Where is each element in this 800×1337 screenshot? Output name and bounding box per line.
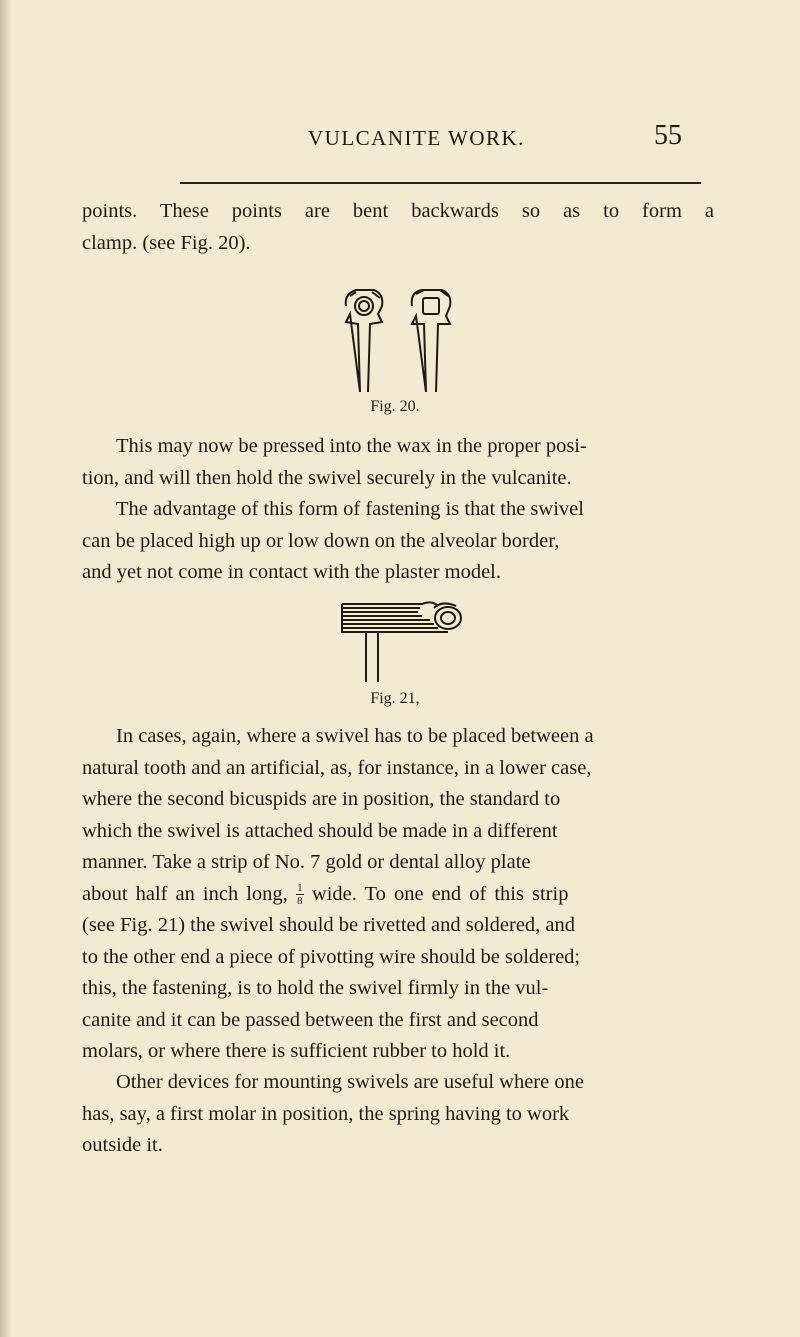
paragraph-3: [82, 721, 714, 1068]
text-segment: wide. To one end of this strip: [311, 882, 569, 905]
text-line: this, the fastening, is to hold the swivel firmly in the vul-: [82, 977, 549, 999]
page-binding-edge: [0, 0, 12, 1337]
text-line: clamp. (see Fig. 20).: [82, 231, 251, 254]
fraction-denominator: 8: [297, 895, 303, 908]
text-line: (see Fig. 21) the swivel should be rivetted and soldered, and: [82, 914, 576, 936]
figure-20-illustration: [338, 284, 468, 392]
text-line: molars, or where there is sufficient rubber to hold it.: [82, 1040, 511, 1062]
text-line: and yet not come in contact with the plaster model.: [82, 561, 501, 583]
text-line: This may now be pressed into the wax in the proper posi-: [116, 435, 587, 457]
figure-21-illustration: [338, 598, 478, 682]
text-line: points. These points are bent backwards so as to form a: [82, 200, 714, 222]
text-line: outside it.: [82, 1134, 163, 1156]
figure-21-caption: Fig. 21,: [370, 690, 420, 707]
text-line: manner. Take a strip of No. 7 gold or dental alloy plate: [82, 851, 531, 873]
text-line: tion, and will then hold the swivel securely in the vulcanite.: [82, 466, 572, 489]
paragraph-2: [82, 431, 714, 589]
figure-20-caption: Fig. 20.: [370, 398, 420, 415]
page-number: 55: [654, 120, 682, 151]
paragraph-1: [82, 196, 714, 259]
paragraph-4: [82, 1067, 714, 1162]
fraction-numerator: 1: [297, 882, 303, 895]
text-line-with-fraction: [82, 879, 714, 911]
text-line: has, say, a first molar in position, the spring having to work: [82, 1102, 570, 1125]
text-line: Other devices for mounting swivels are useful where one: [116, 1071, 584, 1093]
text-line: The advantage of this form of fastening is that the swivel: [116, 498, 584, 520]
text-line: canite and it can be passed between the first and second: [82, 1008, 539, 1031]
fraction-one-eighth: [296, 883, 304, 906]
text-line: where the second bicuspids are in position, the standard to: [82, 788, 561, 810]
text-line: which the swivel is attached should be made in a different: [82, 819, 558, 842]
text-line: to the other end a piece of pivotting wire should be soldered;: [82, 945, 581, 968]
text-segment: about half an inch long,: [82, 882, 288, 905]
text-line: In cases, again, where a swivel has to be placed between a: [116, 725, 594, 747]
text-line: natural tooth and an artificial, as, for instance, in a lower case,: [82, 756, 592, 779]
running-title: VULCANITE WORK.: [308, 126, 525, 150]
header-rule: [180, 182, 701, 184]
text-line: can be placed high up or low down on the alveolar border,: [82, 529, 560, 552]
running-head: [0, 120, 800, 160]
